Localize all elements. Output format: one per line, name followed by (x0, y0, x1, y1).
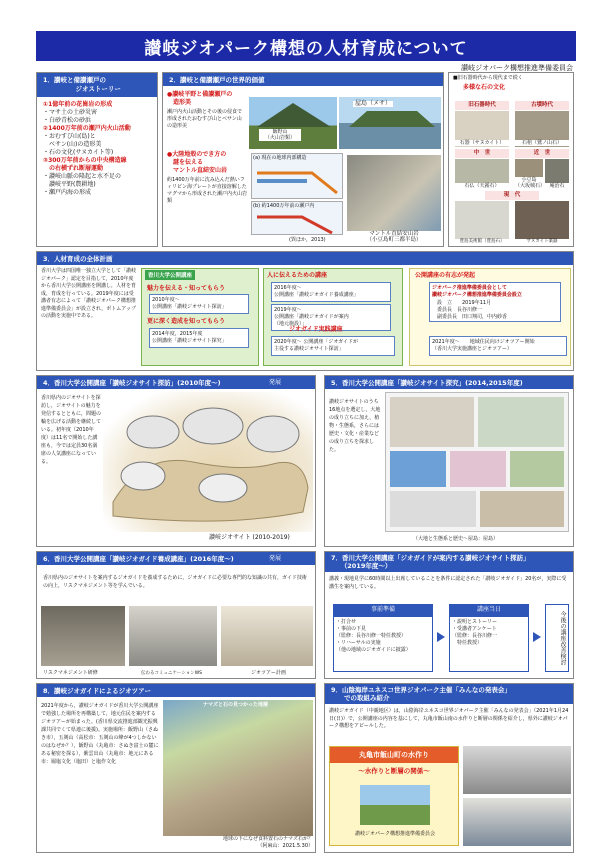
s7-prep-item: ・事前の下見 (336, 626, 367, 632)
section-2-header: 2．讃岐と備讃瀬戸の世界的価値 (163, 73, 443, 86)
s3-cat-1: 魅力を伝える・知ってもらう (147, 285, 226, 292)
section-9-header: 9．山陰海岸ユネスコ世界ジオパーク主催「みんなの発表会」 での取組み紹介 (325, 684, 573, 704)
s3-cat-2: 更に深く造成を知ってもらう (147, 318, 226, 325)
s6-cap-3: ジオツアー計画 (251, 670, 286, 676)
era-early-modern: 近 世 (515, 149, 569, 158)
s3-box-5: 2020年度〜 公開講座「ジオガイドが 主役する讃岐ジオサイト探訪」 (271, 336, 395, 356)
map-outline-icon (103, 392, 313, 532)
section-6 (36, 551, 316, 679)
yashima-label: 屋島（メサ） (354, 100, 391, 107)
teshima-label: 豊島美術館（豊島石） (459, 239, 505, 244)
section-6-header: 6．香川大学公開講座「讃岐ジオガイド養成講座」(2016年度～) (37, 552, 315, 565)
s5-text: 讃岐ジオサイトのうち16地点を選定し，大地の成り立ちに加え，植物・生態系，さらには歴史・文化・産業などの成り立ちを探求した。 (329, 399, 381, 453)
s7-prep-box (333, 616, 433, 672)
poster-panel (480, 491, 564, 527)
diagram-a-label: (a) 現在の地球内部構造 (253, 155, 307, 161)
poster-panel (390, 491, 476, 527)
s1-line: ベサン(山)の造形美 (43, 141, 102, 148)
s7-prep-header: 事前準備 (333, 604, 433, 616)
s3-committee-detail: 設 立 2019年11月 委員長 長谷川修一 副委員長 田口翔司，中内紗香 (437, 300, 508, 320)
geotour-photo-label: ナマズと石の見つかった地層 (203, 702, 269, 708)
slide-photo (360, 785, 430, 825)
s8-caption: 地球の下になぜ食料置石のナマズ石が？ （阿麻山：2021.5.30） (222, 836, 313, 849)
slide-title: 丸亀市飯山町の水作り (330, 747, 458, 763)
s1-line: ①1億年前の花崗岩の形成 (43, 101, 113, 108)
section-4-header: 4．香川大学公開講座「讃岐ジオサイト探訪」(2010年度～) (37, 376, 315, 389)
presentation-slide (329, 746, 459, 846)
s7-day-box (449, 616, 529, 672)
zoom-photo-2 (463, 798, 571, 846)
s2-text-1: 瀬戸内火山活動とその後の侵食で形成されたおむすび山とベサン山の造形美 (167, 109, 243, 129)
teshima-museum-photo (455, 201, 509, 239)
s1-line: ・讃岐山脈の隆起と水不足の (43, 173, 122, 180)
section-9 (324, 683, 574, 853)
stone-buddha-label: 石仏（天霧石） (455, 183, 509, 189)
stone-culture (448, 72, 574, 247)
poster-panel (478, 397, 564, 447)
section-3 (36, 251, 574, 371)
s6-cap-2: 伝わるコミュニケーションWS (141, 671, 203, 676)
arrow-right-icon (533, 632, 541, 642)
s3-box-1: 2010年度〜 公開講座「讃岐ジオサイト探訪」 (149, 294, 249, 314)
section-8 (36, 683, 316, 853)
arrow-right-icon (290, 377, 298, 387)
s7-prep-item: ・リハーサルの実施 (336, 640, 381, 646)
geotour-photo (163, 700, 313, 836)
earth-diagram-b (251, 201, 343, 235)
era-medieval: 中 世 (455, 149, 509, 158)
s7-prep-item: （他の地域のジオガイドに披露） (336, 647, 411, 653)
s1-line: ・石の文化(サヌカイト等) (43, 149, 114, 156)
s2-text-2: 約1400万年前に沈み込んだ熱いフィリピン海プレートが直接溶解したマグマから形成された瀬戸内火山岩類 (167, 177, 248, 204)
s3-tag: 香川大学公開講座 (145, 270, 195, 280)
section-1 (36, 72, 158, 247)
s1-line: 讃岐平野(農耕地) (43, 181, 96, 188)
s3-box-3: 2016年度〜 公開講座「讃岐ジオガイド養成講座」 (271, 282, 391, 302)
tour-plan-photo (221, 606, 313, 666)
section-5 (324, 375, 574, 547)
andesite-photo (347, 155, 441, 231)
s1-line: ・マサ土の土砂災害 (43, 109, 98, 116)
section-2 (162, 72, 444, 247)
slide-subtitle: ～水作りと断層の関係～ (358, 767, 430, 775)
section-8-header: 8．讃岐ジオガイドによるジオツアー (37, 684, 315, 697)
s4-text: 香川県内のジオサイトを探訪し，ジオサイトの魅力を発信するとともに，問題の輪を広げる活動を継続している。初年度（2010年度）は11名で開始した講座も，今では定員30名満席の人気講座になっている。 (41, 395, 102, 465)
s7-day-item: ・受講者アンケート (452, 626, 497, 632)
diagram-b-label: (b) 約1400万年前の瀬戸内 (253, 203, 315, 209)
slide-footer: 讃岐ジオパーク構想推進準備委員会 (355, 831, 435, 837)
arrow-right-icon (290, 553, 298, 563)
page-title: 讃岐ジオパーク構想の人材育成について (36, 31, 576, 61)
section-1-header: 1．讃岐と備讃瀬戸の ジオストーリー (37, 73, 157, 97)
section-5-header: 5．香川大学公開講座「讃岐ジオサイト探究」(2014,2015年度) (325, 376, 573, 389)
magma-diagram-icon (252, 211, 343, 235)
iinoyama-label: 飯野山 （火山岩類） (259, 129, 301, 141)
citation: (巽ほか，2013) (289, 237, 326, 243)
s3-intro: 香川大学は四国唯一独立大学として「讃岐ジオパーク」認定を目指して，2010年度から香川大学公開講座を開講し，人材を育成，育成を行っている。2019年度には受講者有志によって「讃岐ジオパーク構想推進準備委員会」が設立され，ボトムアップの活動を実施中である。 (41, 268, 137, 319)
era-modern: 現 代 (485, 191, 539, 200)
s7-improve: 今後の講座改善検討 (545, 604, 569, 672)
poster-photo (510, 451, 564, 487)
s1-line: ・白砂青松の砂浜 (43, 117, 92, 124)
yashima-poster (385, 392, 569, 532)
s3-cat-5: 公開講座の有志が発起 (415, 272, 476, 279)
s7-day-item: 特任教授） (452, 640, 483, 646)
s9-text: 讃岐ジオガイド（中親地区）は，山陰海岸ユネスコ世界ジオパーク主催「みんなの発表会」（2021年1月24日(日)）で，公開講座の内容を基にして，丸亀市飯山南の水作りと断層の関係を紹介し，県外に讃岐ジオパーク構想をアピールした。 (329, 708, 569, 729)
section-7 (324, 551, 574, 679)
s1-line: ・瀬戸内海の形成 (43, 189, 92, 196)
mountain-icon (249, 97, 337, 149)
stone-culture-line1: ■旧石器時代から現代まで続く (453, 75, 523, 81)
plate-diagram-icon (252, 163, 343, 197)
s7-prep-item: ・打合せ (336, 619, 357, 625)
section-1-list (37, 97, 157, 201)
poster-chart (450, 451, 506, 487)
poster-panel (390, 397, 474, 447)
iinoyama-photo (249, 97, 337, 149)
s2-heading-2: ●大陸地殻のでき方の 謎を伝える マントル直結安山岩 (167, 151, 228, 174)
arrow-right-icon (437, 632, 445, 642)
sanukite-label: サヌカイト楽器 (526, 239, 558, 244)
s3-cat-3: 人に伝えるための講座 (267, 272, 328, 279)
coffin-label: 石棺（鷲ノ山石） (515, 140, 569, 146)
stone-tool-label: 石器（サヌカイト） (455, 140, 509, 146)
poster-chart (390, 451, 446, 487)
s3-box-7: 2021年度〜 地域住民向けジオツアー開始 （香川大学実施講座とジオツアー） (429, 336, 567, 356)
s7-day-header: 講座当日 (449, 604, 529, 616)
s7-day-item: （監修：長谷川修一 (452, 633, 498, 639)
s7-day-item: ・説明とストーリー (452, 619, 498, 625)
s3-box-4: 2019年度〜 公開講座「讃岐ジオガイドが案内 （地元施設）」 (271, 304, 391, 331)
geosite-map (103, 392, 313, 532)
s1-line: ・おむすび山(島)と (43, 133, 96, 140)
communication-ws-photo (129, 606, 217, 666)
develop-arrow-2: 発展 (262, 553, 288, 564)
shodoshima-label: 小豆島 （大坂城石） (515, 177, 546, 189)
s6-cap-1: リスクマネジメント研修 (43, 670, 98, 676)
s1-line: の右横ずれ断層運動 (43, 165, 104, 172)
zoom-photo-1 (463, 746, 571, 794)
organization: 讃岐ジオパーク構想推進準備委員会 (461, 64, 573, 72)
era-paleolithic: 旧石器時代 (455, 101, 509, 110)
s7-prep-item: （監修：長谷川修一特任教授） (336, 633, 407, 639)
s5-caption: （大地と生態系と歴史～屋島：屋島） (413, 536, 499, 542)
section-3-header: 3．人材育成の全体計画 (37, 252, 573, 265)
s8-text: 2021年度から，讃岐ジオガイドが香川大学公開講座で勉強した場所を再構築して，地元住民を案内するジオツアーが始まった。(香川県交流推進部観光振興課共同でくて県連に後援)。実施場所：飯野山（さぬき市），五剣山（高松市：五剣山の峰が4つしかないのはなぜか？），飯野山（丸亀市：さぬき富士の麓にある秘密を探る），紫雲出山（丸亀市：地元にある市：堀塩文化（塩田）と塩作文化 (41, 703, 159, 765)
section-4 (36, 375, 316, 547)
aji-stone-label: 庵治石 (545, 183, 569, 189)
s3-box-2: 2014年度，2015年度 公開講座「讃岐ジオサイト探究」 (149, 328, 249, 348)
sanukite-instrument-photo (515, 201, 569, 239)
risk-training-photo (41, 606, 125, 666)
stone-culture-title: 多様な石の文化 (463, 84, 506, 91)
earth-diagram-a (251, 153, 343, 199)
s6-text: 香川県内のジオサイトを案内するジオガイドを養成するために，ジオガイドに必要な専門的な知識の共有，ガイド技術の向上，リスクマネジメント等を学んでいる。 (43, 575, 307, 589)
s1-line: ②1400万年前の瀬戸内火山活動 (43, 125, 131, 132)
develop-arrow-1: 発展 (262, 377, 288, 388)
s7-text: 講義・現地見学に60時間以上出席していることを条件に認定された「讃岐ジオガイド」20名が，実際に受講生を案内している。 (329, 576, 567, 590)
andesite-label: マントル直結安山岩 （小豆島町三都半島） (366, 231, 422, 243)
s3-cat-4: ジオガイド実践講座 (289, 326, 343, 333)
s3-box-6: ジオパーク推進準備委員会として 讃岐ジオパーク構想推進準備委員会設立 (429, 282, 561, 322)
s1-line: ③300万年前からの中央構造線 (43, 157, 127, 164)
s2-heading-1: ●讃岐平野と備讃瀬戸の 造形美 (167, 91, 233, 106)
era-kofun: 古墳時代 (515, 101, 569, 110)
section-7-header: 7．香川大学公開講座「ジオガイドが案内する讃岐ジオサイト探訪」 （2019年度～） (325, 552, 573, 572)
map-caption: 讃岐ジオサイト (2010-2019) (209, 534, 290, 541)
